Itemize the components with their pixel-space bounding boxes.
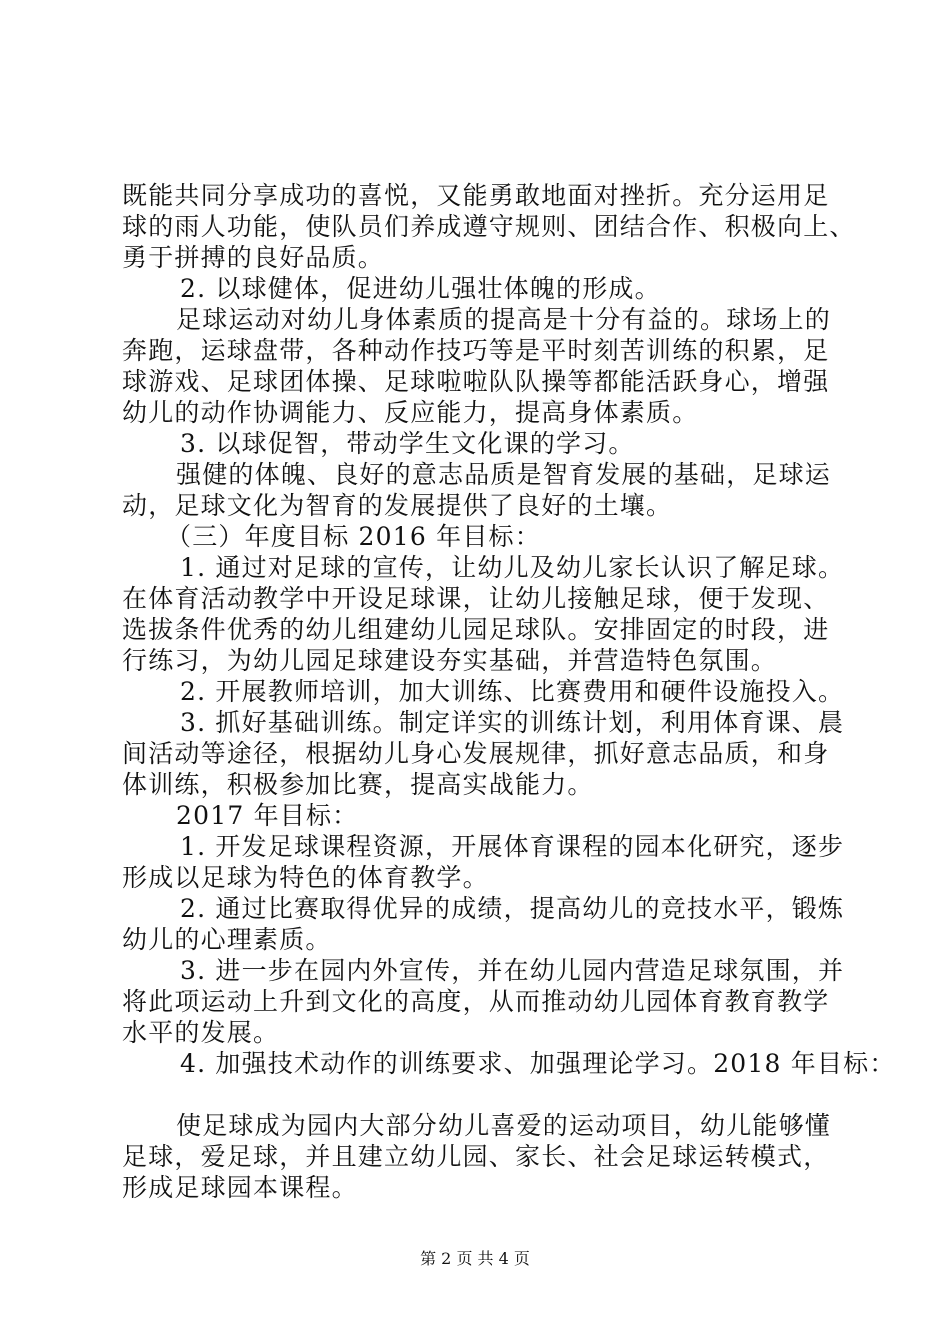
text-line: 足球，爱足球，并且建立幼儿园、家长、社会足球运转模式， (122, 1142, 830, 1171)
list-item: 2. 开展教师培训，加大训练、比赛费用和硬件设施投入。 (180, 677, 845, 706)
text-line: 足球运动对幼儿身体素质的提高是十分有益的。球场上的 (176, 305, 832, 334)
text-line: 间活动等途径，根据幼儿身心发展规律，抓好意志品质，和身 (122, 739, 830, 768)
text-line: 球游戏、足球团体操、足球啦啦队队操等都能活跃身心，增强 (122, 367, 830, 396)
list-item: 1. 开发足球课程资源，开展体育课程的园本化研究，逐步 (180, 832, 845, 861)
text-line: 动，足球文化为智育的发展提供了良好的土壤。 (122, 491, 673, 520)
section-heading: （三）年度目标 2016 年目标： (166, 522, 541, 551)
text-line: 将此项运动上升到文化的高度，从而推动幼儿园体育教育教学 (122, 987, 830, 1016)
text-line: 奔跑，运球盘带，各种动作技巧等是平时刻苦训练的积累，足 (122, 336, 830, 365)
text-line: 强健的体魄、良好的意志品质是智育发展的基础，足球运 (176, 460, 832, 489)
text-line: 选拔条件优秀的幼儿组建幼儿园足球队。安排固定的时段，进 (122, 615, 830, 644)
text-line: 形成足球园本课程。 (122, 1173, 358, 1202)
text-line: 球的雨人功能，使队员们养成遵守规则、团结合作、积极向上、 (122, 212, 856, 241)
section-heading: 2. 以球健体，促进幼儿强壮体魄的形成。 (180, 274, 661, 303)
text-line: 使足球成为园内大部分幼儿喜爱的运动项目，幼儿能够懂 (176, 1111, 832, 1140)
text-line: 在体育活动教学中开设足球课，让幼儿接触足球，便于发现、 (122, 584, 830, 613)
page-number-footer: 第 2 页 共 4 页 (420, 1249, 530, 1268)
text-line: 幼儿的动作协调能力、反应能力，提高身体素质。 (122, 398, 699, 427)
text-line: 体训练，积极参加比赛，提高实战能力。 (122, 770, 594, 799)
text-line: 幼儿的心理素质。 (122, 925, 332, 954)
list-item: 4. 加强技术动作的训练要求、加强理论学习。2018 年目标： (180, 1049, 896, 1078)
section-heading: 2017 年目标： (176, 801, 359, 830)
list-item: 2. 通过比赛取得优异的成绩，提高幼儿的竞技水平，锻炼 (180, 894, 845, 923)
text-line: 勇于拼搏的良好品质。 (122, 243, 385, 272)
text-line: 行练习，为幼儿园足球建设夯实基础，并营造特色氛围。 (122, 646, 778, 675)
list-item: 3. 抓好基础训练。制定详实的训练计划，利用体育课、晨 (180, 708, 845, 737)
section-heading: 3. 以球促智，带动学生文化课的学习。 (180, 429, 635, 458)
list-item: 3. 进一步在园内外宣传，并在幼儿园内营造足球氛围，并 (180, 956, 845, 985)
text-line: 形成以足球为特色的体育教学。 (122, 863, 489, 892)
text-line: 既能共同分享成功的喜悦，又能勇敢地面对挫折。充分运用足 (122, 181, 830, 210)
text-line: 水平的发展。 (122, 1018, 280, 1047)
list-item: 1. 通过对足球的宣传，让幼儿及幼儿家长认识了解足球。 (180, 553, 845, 582)
